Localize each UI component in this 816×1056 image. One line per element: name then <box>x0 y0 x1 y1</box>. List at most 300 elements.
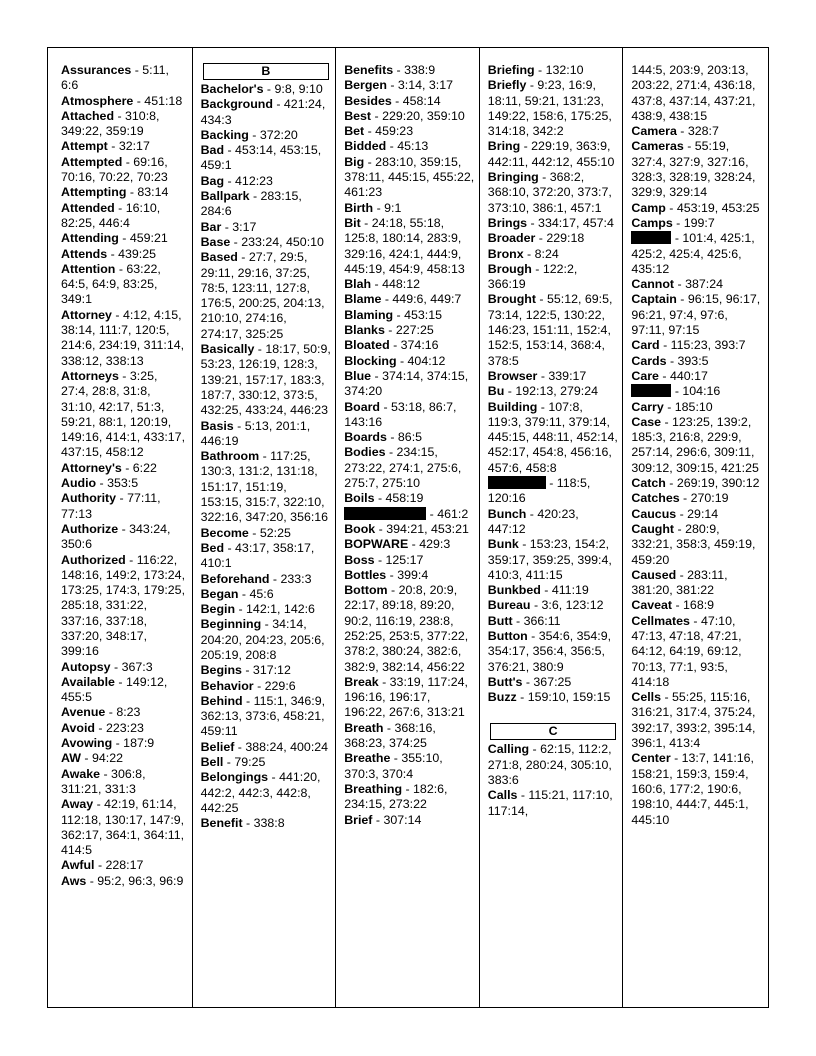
entry-page-refs: - 269:19, 390:12 <box>665 476 760 491</box>
entry-term: Bringing <box>487 170 539 185</box>
entry-page-refs: - 95:2, 96:3, 96:9 <box>86 873 184 888</box>
entry-term: Benefits <box>344 63 394 77</box>
entry-term: Attempting <box>61 185 127 200</box>
entry-page-refs: - 185:10 <box>663 399 713 414</box>
entry-page-refs: - 459:21 <box>118 231 168 246</box>
entry-term: Cameras <box>631 139 684 154</box>
entry-term: Blocking <box>344 353 397 368</box>
index-entry <box>344 63 475 78</box>
entry-page-refs: - 43:17, 358:17, 410:1 <box>200 540 315 571</box>
letter-section-header: B <box>203 63 330 80</box>
entry-term: Attempt <box>61 139 108 154</box>
entry-term: Brought <box>487 292 536 307</box>
entry-term: Began <box>200 586 239 601</box>
entry-term: Become <box>200 525 249 540</box>
entry-page-refs: - 192:13, 279:24 <box>504 384 599 399</box>
entry-page-refs: - 310:8, 349:22, 359:19 <box>61 108 160 139</box>
index-entry <box>344 94 475 109</box>
entry-page-refs: - 52:25 <box>248 525 291 540</box>
entry-term: Bar <box>200 219 222 234</box>
index-entry <box>344 751 475 782</box>
entry-page-refs: - 270:19 <box>679 491 729 506</box>
entry-page-refs: - 3:25, 27:4, 28:8, 31:8, 31:10, 42:17, 51:3, 59:21, 88:1, 120:19, 149:16, 414:1, 433:17, 437:15, 458:12 <box>61 368 186 460</box>
entry-page-refs: - 228:17 <box>94 858 144 873</box>
index-entry <box>488 78 619 139</box>
entry-page-refs: - 3:14, 3:17 <box>386 78 454 93</box>
entry-page-refs: - 9:1 <box>373 200 402 215</box>
entry-term: Calls <box>487 788 518 803</box>
entry-term: Brings <box>487 215 528 230</box>
entry-term: Camp <box>631 200 666 215</box>
index-entry <box>344 277 475 292</box>
index-entry <box>488 292 619 368</box>
entry-page-refs: - 374:16 <box>389 338 439 353</box>
entry-term: Center <box>631 751 671 766</box>
entry-page-refs: - 101:4, 425:1, 425:2, 425:4, 425:6, 435:12 <box>631 231 755 276</box>
entry-term: Bronx <box>487 246 524 261</box>
entry-page-refs: - 388:24, 400:24 <box>234 739 329 754</box>
index-entry <box>61 522 188 553</box>
entry-term: Audio <box>61 476 97 491</box>
entry-term: Bag <box>200 173 225 188</box>
entry-term: Caused <box>631 567 677 582</box>
entry-term: Caveat <box>631 598 673 613</box>
entry-page-refs: - 412:23 <box>224 173 273 188</box>
entry-page-refs: - 420:23, 447:12 <box>487 506 579 536</box>
entry-page-refs: - 77:11, 77:13 <box>61 491 161 521</box>
entry-term: Behavior <box>200 678 254 693</box>
index-entry <box>631 598 764 613</box>
index-entry <box>631 690 764 751</box>
entry-page-refs: - 229:20, 359:10 <box>371 108 465 123</box>
entry-page-refs: - 29:14 <box>676 506 719 521</box>
index-entry <box>488 629 619 675</box>
index-entry <box>61 155 188 186</box>
index-entry <box>61 736 188 751</box>
entry-term: Assurances <box>61 63 132 77</box>
index-entry <box>201 770 332 816</box>
entry-term: Caught <box>631 521 675 536</box>
entry-term: Awake <box>61 766 101 781</box>
index-entry <box>344 292 475 307</box>
index-entry <box>631 507 764 522</box>
index-entry <box>61 553 188 660</box>
index-entry <box>344 445 475 491</box>
entry-term: Bed <box>200 540 225 555</box>
entry-term: Bathroom <box>200 449 260 464</box>
entry-term: Bring <box>487 139 521 154</box>
entry-page-refs: - 387:24 <box>674 277 723 292</box>
index-entry <box>344 354 475 369</box>
entry-page-refs: - 399:4 <box>386 567 429 582</box>
entry-term: Bu <box>487 384 505 399</box>
entry-page-refs: - 449:6, 449:7 <box>381 292 462 307</box>
letter-section-header: C <box>490 723 617 740</box>
index-entry <box>631 614 764 690</box>
entry-term: Beginning <box>200 617 262 632</box>
entry-page-refs: - 34:14, 204:20, 204:23, 205:6, 205:19, 208:8 <box>200 617 325 662</box>
entry-term: Butt's <box>487 674 523 689</box>
entry-term: Cellmates <box>631 613 690 628</box>
entry-page-refs: - 453:14, 453:15, 459:1 <box>200 143 322 173</box>
entry-page-refs: - 453:19, 453:25 <box>665 200 760 215</box>
index-entry <box>61 308 188 369</box>
section-gap <box>488 705 619 723</box>
entry-page-refs: - 53:18, 86:7, 143:16 <box>344 399 457 429</box>
index-entry <box>488 170 619 216</box>
entry-page-refs: - 6:22 <box>121 460 157 475</box>
entry-page-refs: - 366:11 <box>512 613 561 628</box>
entry-term: Card <box>631 338 660 353</box>
entry-page-refs: - 448:12 <box>371 277 420 292</box>
entry-page-refs: - 149:12, 455:5 <box>61 674 168 705</box>
entry-term: AW <box>61 751 81 766</box>
index-entry <box>61 751 188 766</box>
entry-term: Carry <box>631 399 664 414</box>
index-entry <box>631 292 764 338</box>
entry-term: Bit <box>344 215 361 230</box>
entry-page-refs: - 13:7, 141:16, 158:21, 159:3, 159:4, 160:6, 177:2, 190:6, 198:10, 444:7, 445:1, 445:10 <box>631 751 754 827</box>
index-entry <box>631 124 764 139</box>
entry-page-refs: - 116:22, 148:16, 149:2, 173:24, 173:25, 174:3, 179:25, 285:18, 331:22, 337:16, 337:18, 337:20, 348:17, 399:16 <box>61 552 186 659</box>
entry-page-refs: - 47:10, 47:13, 47:18, 47:21, 64:12, 64:19, 69:12, 70:13, 77:1, 93:5, 414:18 <box>631 613 742 689</box>
entry-page-refs: - 229:18 <box>535 231 585 246</box>
index-entry <box>344 155 475 201</box>
index-entry <box>631 384 764 399</box>
index-entry <box>631 201 764 216</box>
index-entry <box>61 767 188 798</box>
index-entry <box>631 369 764 384</box>
index-entry <box>201 679 332 694</box>
entry-page-refs: - 9:8, 9:10 <box>263 82 323 96</box>
entry-term: Authority <box>61 491 117 506</box>
entry-term: Calling <box>487 742 530 757</box>
index-entry <box>488 690 619 705</box>
entry-page-refs: - 317:12 <box>241 663 291 678</box>
entry-page-refs: - 372:20 <box>248 127 298 142</box>
entry-term: Attorney <box>61 307 112 322</box>
index-entry <box>488 583 619 598</box>
index-entry <box>344 522 475 537</box>
index-entry <box>201 541 332 572</box>
index-entry <box>488 788 619 819</box>
entry-page-refs: - 94:22 <box>80 751 123 766</box>
entry-term: Breathing <box>344 781 403 796</box>
entry-page-refs: - 63:22, 64:5, 64:9, 83:25, 349:1 <box>61 261 161 307</box>
entry-term: Attends <box>61 246 108 261</box>
index-column-2 <box>192 48 336 1007</box>
entry-page-refs: - 115:23, 393:7 <box>659 338 746 353</box>
entry-page-refs: - 229:19, 363:9, 442:11, 442:12, 455:10 <box>487 139 615 169</box>
entry-page-refs: - 16:10, 82:25, 446:4 <box>61 200 161 230</box>
index-entry <box>201 189 332 220</box>
entry-page-refs: - 367:25 <box>522 674 572 689</box>
index-page <box>47 47 769 1008</box>
entry-term: Belief <box>200 739 235 754</box>
entry-term: Breathe <box>344 751 391 766</box>
entry-page-refs: - 125:17 <box>374 552 424 567</box>
index-entry <box>61 369 188 461</box>
entry-term: Avoid <box>61 720 95 735</box>
entry-term: Bureau <box>487 598 531 613</box>
index-entry <box>61 63 188 94</box>
entry-page-refs: - 3:6, 123:12 <box>530 598 604 613</box>
entry-term: Background <box>200 97 273 112</box>
index-entry <box>61 491 188 522</box>
index-entry <box>344 553 475 568</box>
index-entry <box>344 109 475 124</box>
index-entry <box>488 675 619 690</box>
index-entry <box>344 400 475 431</box>
entry-page-refs: - 24:18, 55:18, 125:8, 180:14, 283:9, 329:16, 424:1, 444:9, 445:19, 454:9, 458:13 <box>344 215 465 276</box>
entry-page-refs: - 115:1, 346:9, 362:13, 373:6, 458:21, 459:11 <box>200 693 326 739</box>
index-entry <box>61 476 188 491</box>
entry-term: Bunkbed <box>487 583 541 598</box>
entry-term: Cards <box>631 353 667 368</box>
index-entry <box>201 143 332 174</box>
entry-page-refs: - 353:5 <box>96 476 139 491</box>
entry-page-refs: - 233:24, 450:10 <box>230 234 324 249</box>
entry-page-refs: - 429:3 <box>408 537 451 552</box>
entry-term: Benefit <box>200 816 243 831</box>
entry-term: Briefly <box>487 78 527 93</box>
entry-page-refs: - 334:17, 457:4 <box>527 215 614 230</box>
index-entry <box>488 598 619 613</box>
index-entry <box>61 461 188 476</box>
index-entry <box>488 384 619 399</box>
index-entry <box>631 400 764 415</box>
entry-term: Break <box>344 674 379 689</box>
entry-term: Base <box>200 234 231 249</box>
entry-term: Big <box>344 154 365 169</box>
index-entry <box>201 816 332 831</box>
entry-term: Cells <box>631 690 662 705</box>
index-entry <box>488 537 619 583</box>
entry-page-refs: - 153:23, 154:2, 359:17, 359:25, 399:4, 410:3, 411:15 <box>487 537 612 582</box>
index-entry <box>631 751 764 827</box>
entry-term: Attending <box>61 231 119 246</box>
entry-page-refs: - 55:25, 115:16, 316:21, 317:4, 375:24, 392:17, 393:2, 395:14, 396:1, 413:4 <box>631 690 756 751</box>
index-entry <box>61 721 188 736</box>
entry-term: Board <box>344 399 381 414</box>
index-entry <box>61 94 188 109</box>
redaction-bar <box>488 476 546 489</box>
index-entry <box>201 617 332 663</box>
entry-term: Blue <box>344 368 372 383</box>
entry-term: Book <box>344 521 376 536</box>
entry-page-refs: - 394:21, 453:21 <box>375 521 469 536</box>
entry-term: Bachelor's <box>200 82 264 96</box>
entry-page-refs: - 280:9, 332:21, 358:3, 459:19, 459:20 <box>631 521 756 567</box>
entry-term: Based <box>200 250 238 265</box>
entry-page-refs: - 55:12, 69:5, 73:14, 122:5, 130:22, 146:23, 151:11, 152:4, 152:5, 153:14, 368:4, 378:5 <box>487 292 613 368</box>
index-entry <box>488 231 619 246</box>
index-entry <box>201 250 332 342</box>
index-entry <box>344 308 475 323</box>
index-entry <box>61 858 188 873</box>
entry-page-refs: - 339:17 <box>537 368 587 383</box>
index-entry <box>488 139 619 170</box>
index-entry <box>201 572 332 587</box>
entry-page-refs: - 62:15, 112:2, 271:8, 280:24, 305:10, 383:6 <box>487 742 612 788</box>
entry-page-refs: - 107:8, 119:3, 379:11, 379:14, 445:15, 448:11, 452:14, 452:17, 454:8, 456:16, 457:6, 458:8 <box>487 399 618 475</box>
entry-page-refs: - 45:6 <box>238 586 274 601</box>
entry-term: Available <box>61 674 115 689</box>
entry-page-refs: - 338:9 <box>393 63 436 77</box>
entry-term: Attempted <box>61 154 123 169</box>
entry-term: Breath <box>344 720 384 735</box>
index-entry <box>344 583 475 675</box>
entry-page-refs: - 18:17, 50:9, 53:23, 126:19, 128:3, 139:21, 157:17, 183:3, 187:7, 330:12, 373:5, 432:25, 433:24, 446:23 <box>200 342 331 418</box>
entry-term: Aws <box>61 873 87 888</box>
entry-page-refs: - 343:24, 350:6 <box>61 521 171 552</box>
entry-page-refs: - 122:2, 366:19 <box>487 261 578 292</box>
index-entry <box>201 174 332 189</box>
index-entry <box>631 415 764 476</box>
entry-term: Ballpark <box>200 189 250 204</box>
index-entry <box>488 476 619 507</box>
index-entry <box>631 568 764 599</box>
index-entry <box>488 614 619 629</box>
entry-term: Attorney's <box>61 460 122 475</box>
index-entry <box>488 400 619 476</box>
index-entry <box>344 507 475 522</box>
index-entry <box>631 216 764 231</box>
entry-term: Attended <box>61 200 115 215</box>
index-entry <box>344 430 475 445</box>
index-entry <box>344 537 475 552</box>
entry-page-refs: 144:5, 203:9, 203:13, 203:22, 271:4, 436:18, 437:8, 437:14, 437:21, 438:9, 438:15 <box>631 63 756 123</box>
entry-page-refs: - 453:15 <box>393 307 443 322</box>
entry-page-refs: - 3:17 <box>221 219 257 234</box>
entry-term: Begin <box>200 602 236 617</box>
entry-term: Bet <box>344 124 365 139</box>
index-entry <box>61 262 188 308</box>
redaction-bar <box>631 384 671 397</box>
entry-term: Bell <box>200 755 224 770</box>
entry-term: Bidded <box>344 139 387 154</box>
entry-page-refs: - 104:16 <box>671 384 721 399</box>
index-entry <box>201 602 332 617</box>
entry-term: Basis <box>200 418 234 433</box>
index-entry <box>344 216 475 277</box>
entry-term: Backing <box>200 127 249 142</box>
entry-page-refs: - 229:6 <box>253 678 296 693</box>
index-entry <box>488 63 619 78</box>
entry-term: Catches <box>631 491 680 506</box>
entry-term: Blanks <box>344 323 385 338</box>
entry-page-refs: - 458:19 <box>374 491 424 506</box>
entry-page-refs: - 33:19, 117:24, 196:16, 196:17, 196:22, 267:6, 313:21 <box>344 674 468 720</box>
entry-term: Bad <box>200 143 225 158</box>
index-entry <box>61 247 188 262</box>
entry-term: Blame <box>344 292 382 307</box>
entry-term: Brief <box>344 812 373 827</box>
entry-page-refs: - 69:16, 70:16, 70:22, 70:23 <box>61 154 168 185</box>
index-entry <box>344 782 475 813</box>
entry-page-refs: - 159:10, 159:15 <box>516 690 611 705</box>
index-entry <box>344 369 475 400</box>
entry-page-refs: - 27:7, 29:5, 29:11, 29:16, 37:25, 78:5, 123:11, 127:8, 176:5, 200:25, 204:13, 210:10, 274:16, 274:17, 325:25 <box>200 250 325 341</box>
entry-term: Attached <box>61 108 115 123</box>
entry-term: Bottom <box>344 583 388 598</box>
entry-term: Cannot <box>631 277 675 292</box>
entry-page-refs: - 306:8, 311:21, 331:3 <box>61 766 146 796</box>
entry-term: Away <box>61 797 94 812</box>
entry-page-refs: - 368:16, 368:23, 374:25 <box>344 720 436 751</box>
entry-page-refs: - 374:14, 374:15, 374:20 <box>344 368 469 399</box>
index-entry <box>61 185 188 200</box>
entry-term: Button <box>487 628 528 643</box>
index-entry <box>488 742 619 788</box>
entry-page-refs: - 142:1, 142:6 <box>235 602 315 617</box>
index-entry <box>344 721 475 752</box>
index-entry <box>344 201 475 216</box>
index-entry <box>201 663 332 678</box>
entry-term: Brough <box>487 261 532 276</box>
index-entry <box>61 109 188 140</box>
entry-page-refs: - 79:25 <box>223 755 266 770</box>
entry-term: Begins <box>200 663 242 678</box>
index-entry <box>201 449 332 525</box>
entry-term: Attorneys <box>61 368 119 383</box>
index-entry <box>201 342 332 418</box>
entry-term: Caucus <box>631 506 677 521</box>
index-entry <box>344 491 475 506</box>
entry-term: Authorize <box>61 521 119 536</box>
index-entry <box>631 139 764 200</box>
entry-term: Beforehand <box>200 571 270 586</box>
entry-term: Buzz <box>487 690 517 705</box>
redaction-bar <box>631 231 671 244</box>
entry-term: Butt <box>487 613 513 628</box>
entry-term: Case <box>631 414 662 429</box>
entry-page-refs: - 42:19, 61:14, 112:18, 130:17, 147:9, 362:17, 364:1, 364:11, 414:5 <box>61 797 185 858</box>
entry-page-refs: - 233:3 <box>269 571 312 586</box>
entry-term: Belongings <box>200 770 269 785</box>
entry-term: Browser <box>487 368 538 383</box>
entry-term: Basically <box>200 342 255 357</box>
index-entry <box>631 231 764 277</box>
entry-page-refs: - 123:25, 139:2, 185:3, 216:8, 229:9, 257:14, 296:6, 309:11, 309:12, 309:15, 421:25 <box>631 414 759 475</box>
entry-term: Attention <box>61 261 116 276</box>
entry-page-refs: - 338:8 <box>242 816 285 831</box>
index-entry <box>488 262 619 293</box>
index-entry <box>631 491 764 506</box>
entry-page-refs: - 96:15, 96:17, 96:21, 97:4, 97:6, 97:11, 97:15 <box>631 292 761 338</box>
index-entry <box>488 369 619 384</box>
entry-term: Besides <box>344 93 392 108</box>
index-entry <box>631 476 764 491</box>
entry-page-refs: - 459:23 <box>364 124 414 139</box>
index-entry <box>201 220 332 235</box>
index-entry <box>201 740 332 755</box>
index-entry <box>201 128 332 143</box>
redaction-bar <box>344 507 426 520</box>
index-column-4 <box>479 48 623 1007</box>
entry-page-refs: - 168:9 <box>672 598 715 613</box>
entry-page-refs: - 393:5 <box>666 353 709 368</box>
entry-page-refs: - 118:5, 120:16 <box>487 476 591 506</box>
entry-page-refs: - 421:24, 434:3 <box>200 97 326 127</box>
index-entry <box>631 63 764 124</box>
entry-page-refs: - 5:13, 201:1, 446:19 <box>200 418 311 448</box>
entry-term: BOPWARE <box>344 537 409 552</box>
index-entry <box>631 277 764 292</box>
entry-page-refs: - 307:14 <box>372 812 422 827</box>
entry-page-refs: - 86:5 <box>386 430 423 445</box>
index-entry <box>201 526 332 541</box>
